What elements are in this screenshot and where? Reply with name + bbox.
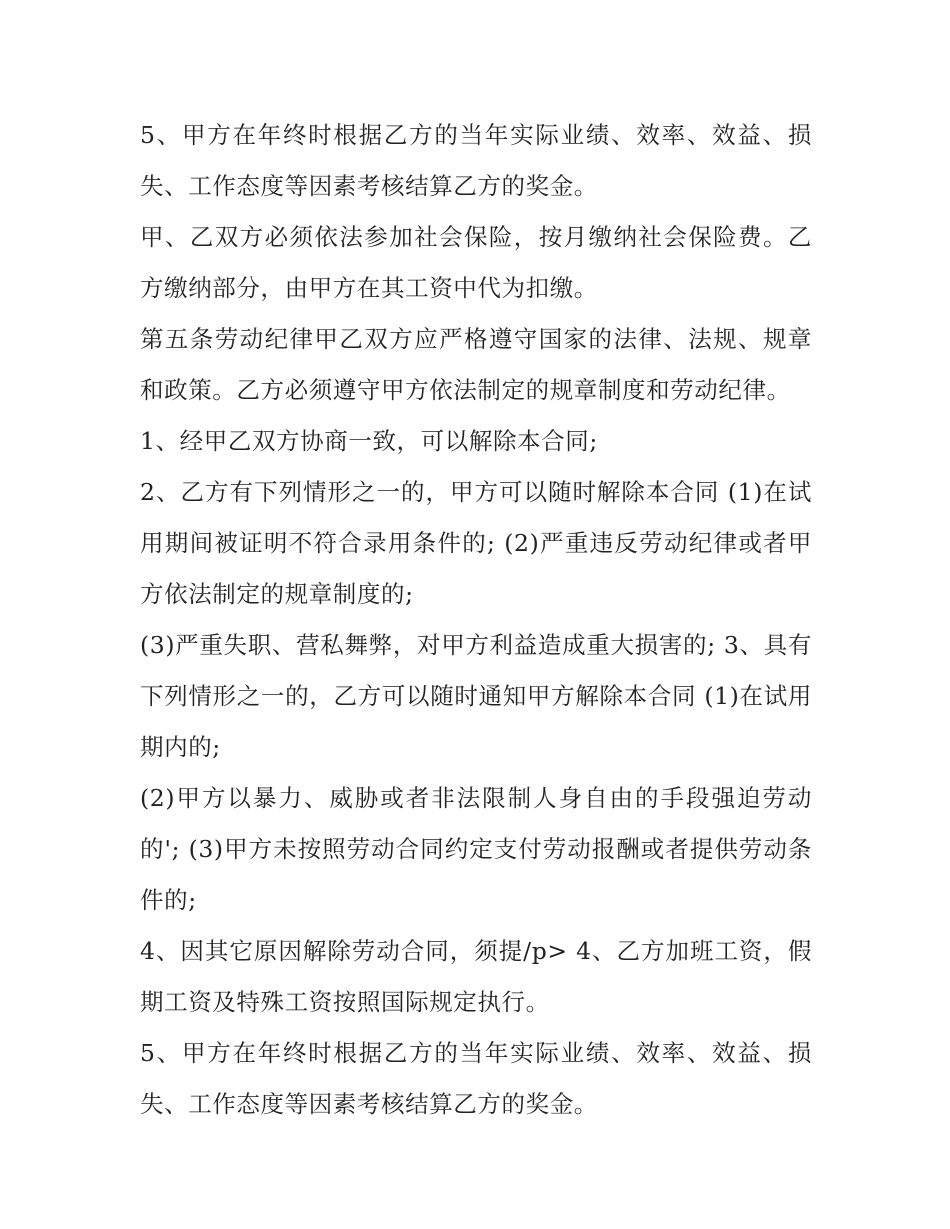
document-page xyxy=(140,110,812,1130)
paragraph-employer-termination: 2、乙方有下列情形之一的，甲方可以随时解除本合同 (1)在试用期间被证明不符合录用条件的; (2)严重违反劳动纪律或者甲方依法制定的规章制度的; xyxy=(140,478,812,608)
paragraph-bonus-assessment: 5、甲方在年终时根据乙方的当年实际业绩、效率、效益、损失、工作态度等因素考核结算乙方的奖金。 xyxy=(140,121,812,200)
paragraph-forced-labor: (2)甲方以暴力、威胁或者非法限制人身自由的手段强迫劳动的'; (3)甲方未按照劳动合同约定支付劳动报酬或者提供劳动条件的; xyxy=(140,784,812,914)
paragraph-mutual-termination: 1、经甲乙双方协商一致，可以解除本合同; xyxy=(140,427,598,455)
paragraph-bonus-assessment-repeat: 5、甲方在年终时根据乙方的当年实际业绩、效率、效益、损失、工作态度等因素考核结算乙方的奖金。 xyxy=(140,1039,812,1118)
paragraph-article-five-discipline: 第五条劳动纪律甲乙双方应严格遵守国家的法律、法规、规章和政策。乙方必须遵守甲方依法制定的规章制度和劳动纪律。 xyxy=(140,325,812,404)
paragraph-employee-termination: (3)严重失职、营私舞弊，对甲方利益造成重大损害的; 3、具有下列情形之一的，乙方可以随时通知甲方解除本合同 (1)在试用期内的; xyxy=(140,631,812,761)
paragraph-social-insurance: 甲、乙双方必须依法参加社会保险，按月缴纳社会保险费。乙方缴纳部分，由甲方在其工资中代为扣缴。 xyxy=(140,223,812,302)
paragraph-overtime-pay: 4、因其它原因解除劳动合同，须提/p> 4、乙方加班工资，假期工资及特殊工资按照国际规定执行。 xyxy=(140,937,812,1016)
